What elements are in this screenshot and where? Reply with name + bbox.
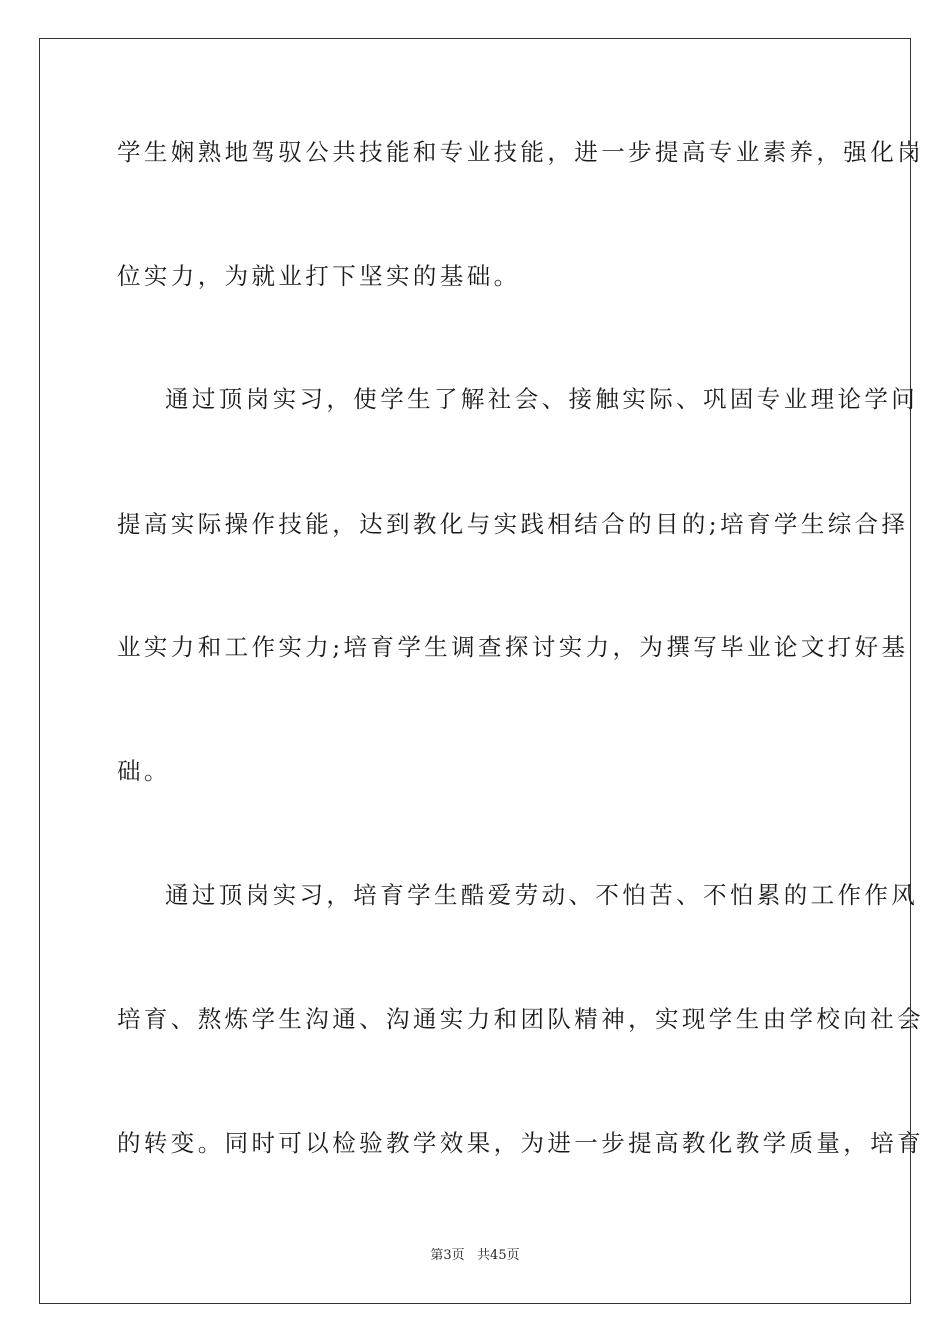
text-line-6: 础。 (117, 757, 171, 785)
text-line-7: 通过顶岗实习，培育学生酷爱劳动、不怕苦、不怕累的工作作风 (165, 881, 919, 909)
page-footer: 第3页 共45页 (430, 1248, 520, 1263)
text-line-8: 培育、熬炼学生沟通、沟通实力和团队精神，实现学生由学校向社会 (117, 1005, 924, 1033)
text-line-1: 学生娴熟地驾驭公共技能和专业技能，进一步提高专业素养，强化岗 (117, 138, 924, 166)
text-line-4: 提高实际操作技能，达到教化与实践相结合的目的;培育学生综合择 (117, 510, 909, 538)
page-border (39, 38, 924, 1304)
text-line-5: 业实力和工作实力;培育学生调查探讨实力，为撰写毕业论文打好基 (117, 633, 909, 661)
text-line-2: 位实力，为就业打下坚实的基础。 (117, 262, 521, 290)
text-line-9: 的转变。同时可以检验教学效果，为进一步提高教化教学质量，培育 (117, 1129, 924, 1157)
text-line-3: 通过顶岗实习，使学生了解社会、接触实际、巩固专业理论学问 (165, 385, 919, 413)
